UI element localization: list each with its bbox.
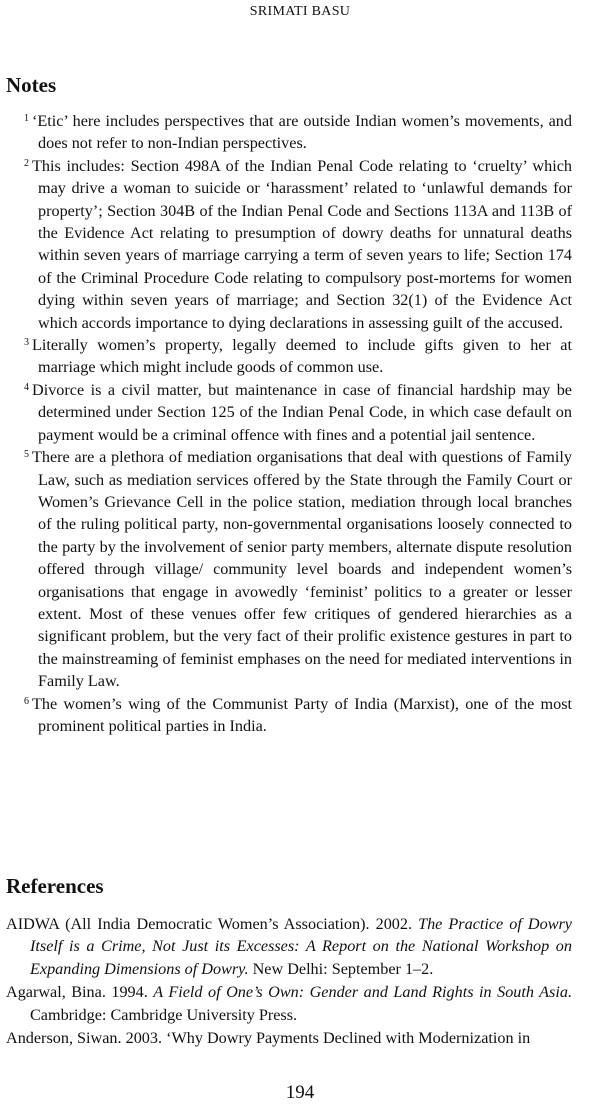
reference-title: A Field of One’s Own: Gender and Land Rights in South Asia. [153,983,572,1002]
reference-lead: Agarwal, Bina. 1994. [6,983,154,1002]
reference-lead: Anderson, Siwan. 2003. ‘Why Dowry Payments Declined with Modernization in [6,1029,531,1048]
note-number: 6 [24,695,29,707]
reference-entry [6,1027,572,1049]
references-list [6,913,572,1050]
reference-lead: AIDWA (All India Democratic Women’s Association). 2002. [6,915,419,933]
note-text: The women’s wing of the Communist Party of India (Marxist), one of the most prominent political parties in India. [32,694,572,735]
note-number: 2 [24,157,29,169]
note-text: Divorce is a civil matter, but maintenance in case of financial hardship may be determined under Section 125 of the Indian Penal Code, in which case default on payment would be a criminal offence with fines and a potential jail sentence. [32,380,572,444]
running-head: SRIMATI BASU [249,4,351,19]
note-number: 3 [24,337,29,349]
note-item [24,155,572,334]
note-number: 5 [24,449,29,461]
notes-heading: Notes [6,73,57,97]
note-text: This includes: Section 498A of the Indian Penal Code relating to ‘cruelty’ which may drive a woman to suicide or ‘harassment’ related to ‘unlawful demands for property’; Section 304B of the Indian Penal Code and Sections 113A and 113B of the Evidence Act relating to presumption of dowry deaths for unnatural deaths within seven years of marriage carrying a term of seven years to life; Section 174 of the Criminal Procedure Code relating to compulsory post-mortems for women dying within seven years of marriage; and Section 32(1) of the Evidence Act which accords importance to dying declarations in assessing guilt of the accused. [32,156,572,332]
reference-tail: Cambridge: Cambridge University Press. [30,1005,298,1024]
note-text: ‘Etic’ here includes perspectives that are outside Indian women’s movements, and does not refer to non-Indian perspectives. [32,112,572,153]
note-number: 1 [24,113,29,124]
reference-title: The Practice of Dowry Itself is a Crime, Not Just its Excesses: A Report on the National Workshop on Expanding Dimensions of Dowry. [30,915,572,978]
note-item [24,446,572,692]
note-item [24,334,572,379]
note-item [24,693,572,738]
notes-list [24,110,572,737]
note-text: There are a plethora of mediation organisations that deal with questions of Family Law, such as mediation services offered by the State through the Family Court or Women’s Grievance Cell in the police station, mediation through local branches of the ruling political party, non-governmental organisations loosely connected to the party by the involvement of senior party members, alternate dispute resolution offered through village/ community level boards and independent women’s organisations that engage in avowedly ‘feminist’ politics to a greater or lesser extent. Most of these venues offer few critiques of gendered hierarchies as a significant problem, but the very fact of their prolific existence gestures in part to the mainstreaming of feminist emphases on the need for mediated interventions in Family Law. [32,448,572,691]
note-text: Literally women’s property, legally deemed to include gifts given to her at marriage which might include goods of common use. [32,336,572,377]
note-item [24,379,572,446]
reference-entry [6,913,572,980]
note-item [24,110,572,155]
references-heading: References [6,874,104,898]
page-number: 194 [285,1082,315,1103]
reference-tail: New Delhi: September 1–2. [248,959,434,978]
note-number: 4 [24,381,29,393]
reference-entry [6,981,572,1026]
